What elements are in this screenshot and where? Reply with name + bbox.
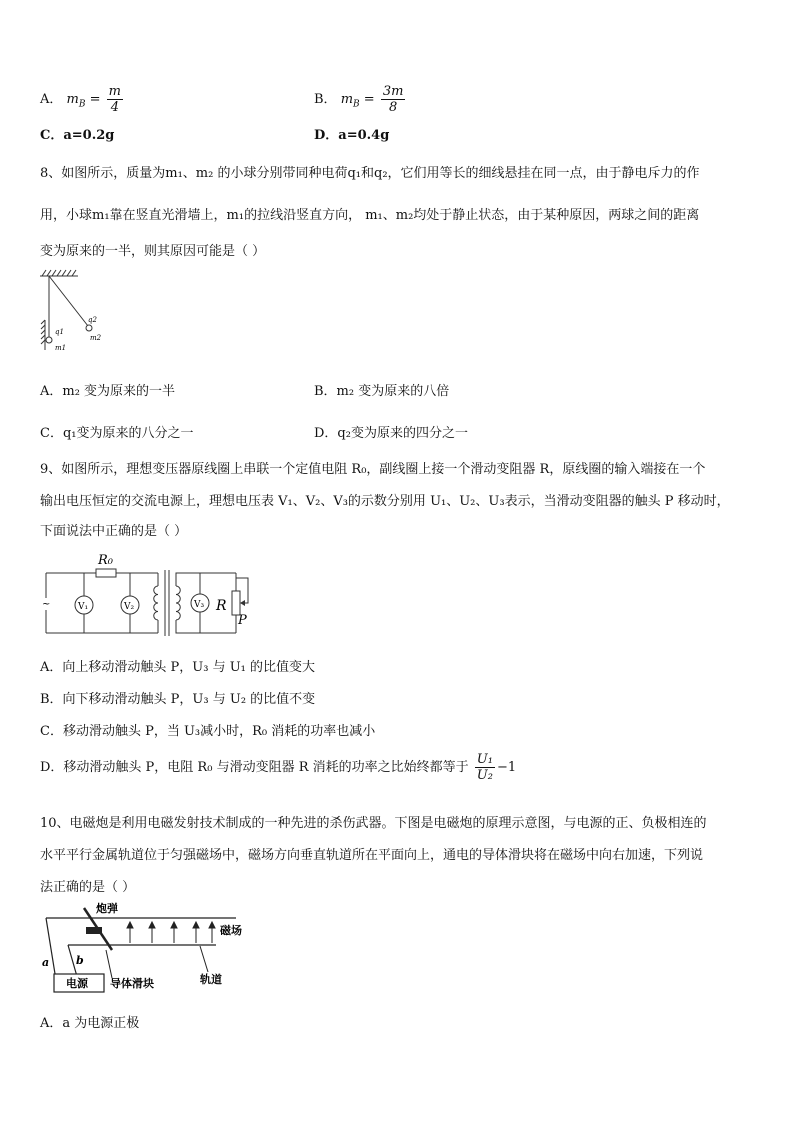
- q9-option-b: B．向下移动滑动触头 P，U₃ 与 U₂ 的比值不变: [40, 692, 316, 707]
- q9-option-a: A．向上移动滑动触头 P，U₃ 与 U₁ 的比值变大: [40, 660, 315, 675]
- q9-option-d-fraction: [475, 752, 495, 783]
- q7-option-b: [314, 84, 407, 115]
- label-r0: R₀: [98, 553, 113, 568]
- q7-option-b-denominator: 8: [389, 100, 398, 115]
- q7-option-b-fraction: [381, 84, 406, 115]
- q10-stem-line-3: 法正确的是（ ）: [40, 880, 136, 895]
- q7-option-a-denominator: 4: [110, 100, 119, 115]
- q7-option-b-var: m: [340, 92, 354, 107]
- secondary-bottom-wire: [176, 620, 236, 633]
- q7-option-b-sub: B: [353, 99, 360, 110]
- q9-option-d-numerator: U₁: [476, 752, 493, 767]
- q7-option-a: [40, 84, 125, 115]
- ac-source-symbol: ~: [42, 599, 51, 610]
- q8-option-b: B．m₂ 变为原来的八倍: [314, 384, 450, 399]
- wall-hatch: [41, 320, 45, 350]
- q7-option-a-var: m: [66, 92, 79, 107]
- label-slider: 导体滑块: [110, 977, 154, 990]
- q9-option-d-denominator: U₂: [476, 768, 493, 783]
- q8-stem-line-1: 8、如图所示，质量为m₁、m₂ 的小球分别带同种电荷q₁和q₂，它们用等长的细线悬挂在同一点，由于静电斥力的作: [40, 166, 700, 181]
- label-v2: V₂: [124, 602, 135, 612]
- q9-stem-line-1: 9、如图所示，理想变压器原线圈上串联一个定值电阻 R₀，副线圈上接一个滑动变阻器 R，原线圈的输入端接在一个: [40, 462, 706, 477]
- resistor-r0: [96, 569, 116, 577]
- q8-option-a: A．m₂ 变为原来的一半: [40, 384, 176, 399]
- label-m1: m1: [55, 344, 67, 352]
- label-field: 磁场: [220, 924, 242, 937]
- q10-stem-line-1: 10、电磁炮是利用电磁发射技术制成的一种先进的杀伤武器。下图是电磁炮的原理示意图，与电源的正、负极相连的: [40, 816, 707, 831]
- q9-stem-line-2: 输出电压恒定的交流电源上，理想电压表 V₁、V₂、V₃的示数分别用 U₁、U₂、U₃表示，当滑动变阻器的触头 P 移动时，: [40, 494, 730, 509]
- label-v3: V₃: [194, 600, 205, 610]
- secondary-coil: [176, 586, 180, 620]
- q7-option-a-eq: =: [89, 92, 101, 107]
- q7-option-a-sub: B: [78, 99, 86, 110]
- label-p: P: [238, 613, 247, 628]
- pointer-slider: [106, 950, 112, 978]
- q8-stem-line-3: 变为原来的一半，则其原因可能是（ ）: [40, 244, 266, 259]
- secondary-top-wire: [176, 573, 236, 586]
- q7-option-b-numerator: 3m: [382, 84, 404, 99]
- pointer-rail: [200, 946, 208, 972]
- label-shell: 炮弹: [96, 902, 118, 915]
- q9-transformer-circuit: [40, 548, 260, 640]
- string-m2: [49, 276, 88, 326]
- q10-railgun-figure: [40, 900, 260, 1000]
- q8-stem-line-2: 用，小球m₁靠在竖直光滑墙上，m₁的拉线沿竖直方向， m₁、m₂均处于静止状态，由于某种原因，两球之间的距离: [40, 208, 700, 223]
- label-a: a: [42, 956, 50, 969]
- q9-option-d-text: D．移动滑动触头 P，电阻 R₀ 与滑动变阻器 R 消耗的功率之比始终都等于: [40, 760, 469, 775]
- q9-option-d-tail: −1: [496, 760, 517, 775]
- label-q1: q1: [55, 328, 64, 336]
- q8-pendulum-figure: [38, 268, 118, 358]
- ball-m2: [86, 325, 92, 331]
- q9-option-d: [40, 752, 516, 783]
- q7-option-b-eq: =: [363, 92, 375, 107]
- field-arrows: [127, 922, 215, 943]
- rheostat-r: [232, 591, 240, 615]
- ceiling-hatch: [40, 270, 78, 276]
- label-rail: 轨道: [200, 973, 222, 986]
- q7-option-d: D．a=0.4g: [314, 128, 390, 143]
- q8-option-c: C．q₁变为原来的八分之一: [40, 426, 194, 441]
- wire-a: [46, 918, 56, 980]
- label-v1: V₁: [78, 602, 89, 612]
- q9-stem-line-3: 下面说法中正确的是（ ）: [40, 524, 188, 539]
- q7-option-a-fraction: [107, 84, 123, 115]
- q9-option-c: C．移动滑动触头 P，当 U₃减小时，R₀ 消耗的功率也减小: [40, 724, 376, 739]
- q7-option-c: C．a=0.2g: [40, 128, 115, 143]
- q8-option-d: D．q₂变为原来的四分之一: [314, 426, 468, 441]
- shell-body: [86, 927, 102, 934]
- q7-option-a-letter: A．: [40, 92, 63, 107]
- ball-m1: [46, 337, 52, 343]
- q10-stem-line-2: 水平平行金属轨道位于匀强磁场中，磁场方向垂直轨道所在平面向上，通电的导体滑块将在磁场中向右加速，下列说: [40, 848, 704, 863]
- primary-coil: [154, 586, 158, 620]
- label-r: R: [216, 598, 227, 614]
- q10-option-a: A．a 为电源正极: [40, 1016, 140, 1031]
- q7-option-b-letter: B．: [314, 92, 337, 107]
- label-q2: q2: [88, 316, 97, 324]
- q7-option-a-numerator: m: [108, 84, 121, 99]
- label-m2: m2: [90, 334, 102, 342]
- label-b: b: [76, 954, 84, 967]
- label-power: 电源: [66, 977, 88, 990]
- slider-p-arrow: [240, 600, 245, 606]
